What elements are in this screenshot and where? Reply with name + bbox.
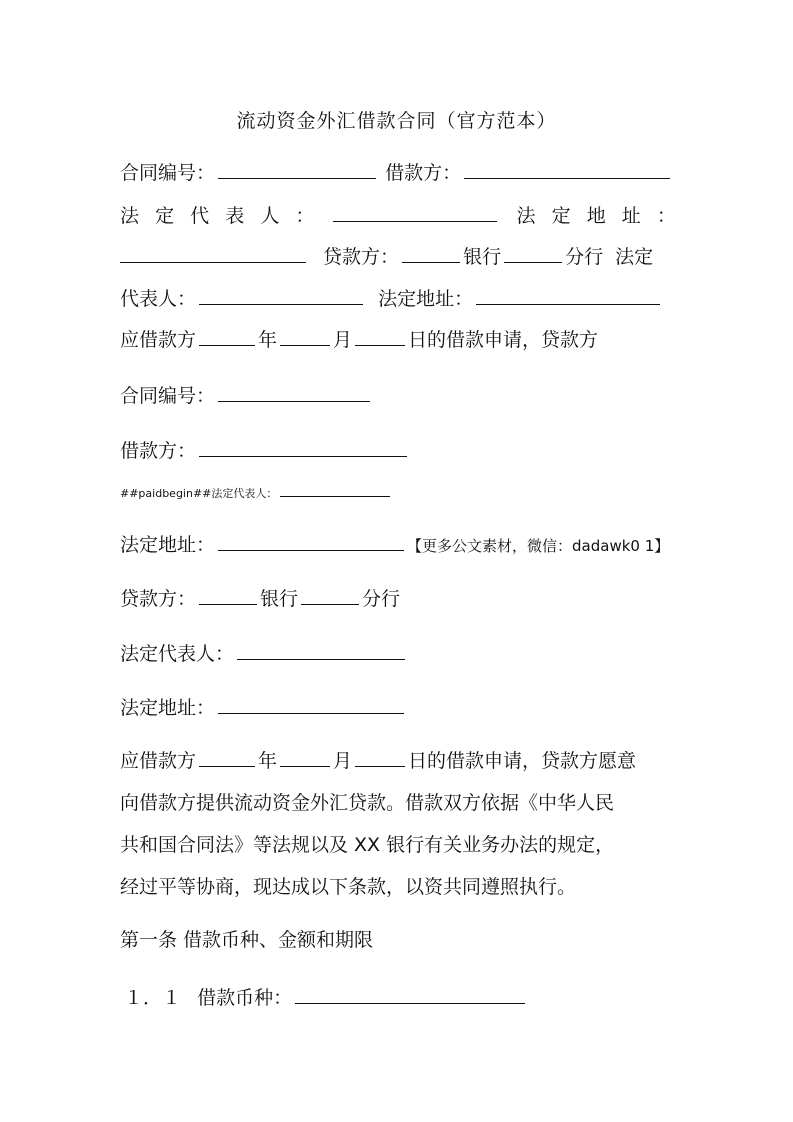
header-line-4	[120, 284, 676, 314]
currency-blank[interactable]	[295, 983, 525, 1004]
item-number: １．１	[124, 987, 182, 1009]
item-label: 借款币种：	[197, 987, 293, 1009]
header-line-3	[120, 242, 676, 272]
field-legal-addr-2	[120, 693, 676, 723]
legal-addr-char: 定	[551, 205, 571, 227]
borrower-blank[interactable]	[464, 158, 670, 179]
field-contract-no-blank[interactable]	[218, 381, 370, 402]
day-blank[interactable]	[355, 325, 405, 346]
document-title: 流动资金外汇借款合同（官方范本）	[236, 110, 557, 132]
paragraph-line-4: 经过平等协商，现达成以下条款，以资共同遵照执行。	[120, 876, 577, 898]
branch-label: 分行	[565, 246, 604, 268]
field-bank-label: 银行	[260, 588, 299, 610]
para-month: 月	[333, 750, 353, 772]
para-suffix: 日的借款申请，贷款方愿意	[408, 750, 637, 772]
legal-rep-char: 表	[225, 205, 245, 227]
para-prefix: 应借款方	[120, 750, 197, 772]
field-bank-blank[interactable]	[199, 584, 257, 605]
legal-addr-blank-2[interactable]	[476, 284, 660, 305]
header-line-5	[120, 325, 676, 355]
header-line-2	[120, 201, 676, 231]
legal-addr-char: 法	[516, 205, 536, 227]
field-branch-blank[interactable]	[301, 584, 359, 605]
header-line-1	[120, 158, 676, 188]
field-legal-rep-label: 法定代表人：	[120, 643, 235, 665]
rep-cont-label: 代表人：	[120, 288, 197, 310]
rep-blank[interactable]	[199, 284, 363, 305]
legal-addr-char: 地	[586, 205, 606, 227]
para-year: 年	[258, 750, 278, 772]
legal-rep-char: 人	[260, 205, 280, 227]
apply-prefix: 应借款方	[120, 329, 197, 351]
field-branch-label: 分行	[362, 588, 401, 610]
legal-rep-char: 代	[190, 205, 210, 227]
para-month-blank[interactable]	[280, 746, 330, 767]
field-borrower-label: 借款方：	[120, 440, 197, 462]
legal-prefix: 法定	[615, 246, 654, 268]
para-year-blank[interactable]	[199, 746, 255, 767]
legal-addr-char: 址	[621, 205, 641, 227]
branch-blank[interactable]	[504, 242, 562, 263]
field-legal-addr-2-blank[interactable]	[218, 693, 404, 714]
paid-marker-text: ##paidbegin##法定代表人：	[120, 487, 278, 500]
paid-marker-blank[interactable]	[280, 484, 390, 497]
legal-addr-char: ：	[656, 205, 676, 227]
field-legal-rep-blank[interactable]	[237, 639, 405, 660]
field-legal-addr-2-label: 法定地址：	[120, 697, 216, 719]
paid-marker-line	[120, 484, 676, 504]
contract-no-label: 合同编号：	[120, 162, 216, 184]
legal-addr-blank[interactable]	[120, 242, 306, 263]
apply-suffix: 日的借款申请，贷款方	[408, 329, 599, 351]
legal-addr-label: 法定地址：	[378, 288, 474, 310]
field-legal-addr-label: 法定地址：	[120, 534, 216, 556]
borrower-label: 借款方：	[385, 162, 462, 184]
bank-blank[interactable]	[402, 242, 460, 263]
bank-label: 银行	[463, 246, 502, 268]
legal-rep-char: ：	[295, 205, 315, 227]
paragraph-line-1	[120, 746, 676, 776]
field-lender-label: 贷款方：	[120, 588, 197, 610]
paragraph-line-2: 向借款方提供流动资金外汇贷款。借款双方依据《中华人民	[120, 792, 615, 814]
year-blank[interactable]	[199, 325, 255, 346]
legal-rep-blank[interactable]	[333, 201, 497, 222]
field-contract-no	[120, 381, 676, 411]
field-legal-addr-blank[interactable]	[218, 530, 404, 551]
field-legal-rep	[120, 639, 676, 669]
lender-label: 贷款方：	[323, 246, 400, 268]
promo-note: 【更多公文素材，微信：dadawk0 1】	[407, 537, 670, 555]
article-1-item-1	[124, 983, 680, 1013]
field-borrower	[120, 436, 676, 466]
contract-no-blank[interactable]	[218, 158, 376, 179]
paragraph-line-3: 共和国合同法》等法规以及 XX 银行有关业务办法的规定，	[120, 834, 615, 856]
year-label: 年	[258, 329, 278, 351]
month-blank[interactable]	[280, 325, 330, 346]
field-borrower-blank[interactable]	[199, 436, 407, 457]
field-contract-no-label: 合同编号：	[120, 385, 216, 407]
field-lender	[120, 584, 676, 614]
month-label: 月	[333, 329, 353, 351]
field-legal-addr	[120, 530, 676, 561]
legal-rep-char: 定	[155, 205, 175, 227]
para-day-blank[interactable]	[355, 746, 405, 767]
legal-rep-char: 法	[120, 205, 140, 227]
article-1-heading: 第一条 借款币种、金额和期限	[120, 929, 374, 951]
